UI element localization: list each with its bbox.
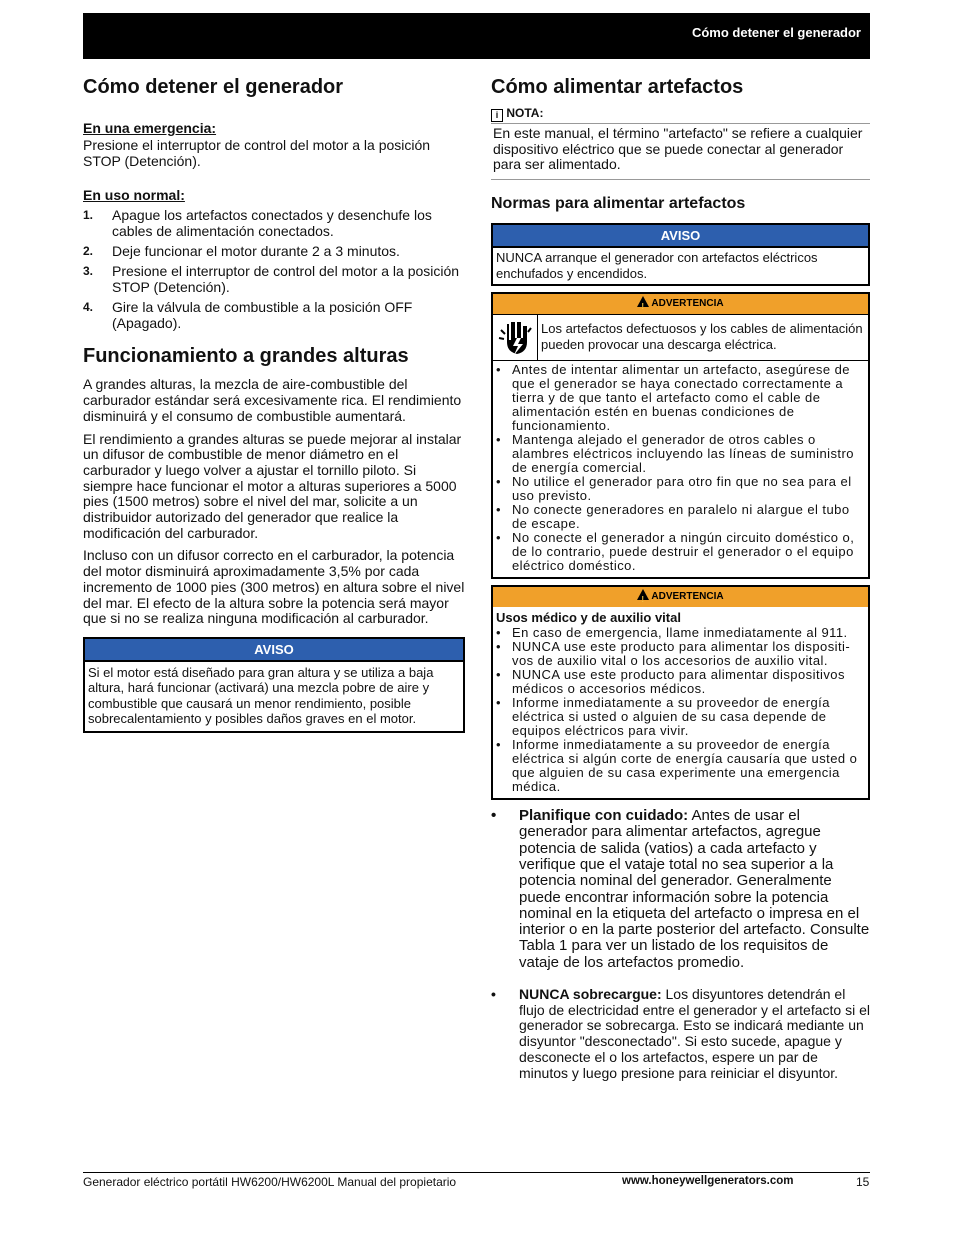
altitude-paragraph-3: Incluso con un difusor correcto en el carburador, la potencia del motor disminuirá aproximadamente 3,5% por cada incremento de 1000 pies (300 metros) en altura sobre el nivel del mar. El efecto de la altura sobre la potencia será mayor que si no se realiza ninguna modificación al carburador.: [83, 547, 465, 627]
notice-title: AVISO: [493, 225, 868, 248]
warning-triangle-icon: [637, 589, 649, 600]
warning-header: [493, 294, 868, 315]
stop-heading: Cómo detener el generador: [83, 76, 344, 98]
warning-title: ADVERTENCIA: [651, 298, 724, 310]
header-bar: [83, 13, 870, 59]
rules-heading: Normas para alimentar artefactos: [491, 195, 746, 213]
list-item: • NUNCA use este producto para alimentar dispositivos médicos o accesorios médicos.: [493, 668, 864, 696]
medical-subtitle: Usos médico y de auxilio vital: [496, 610, 681, 626]
list-item: • NUNCA sobrecargue: Los disyuntores detendrán el flujo de electricidad entre el generador y el artefacto si el generador se sobrecarga. Esto se indicará mediante un disyuntor "desconectado". Si esto sucede, apague y desconecte el o los artefactos, espere un par de minutos y luego presione para reiniciar el disyuntor.: [491, 987, 870, 1081]
appliances-heading: Cómo alimentar artefactos: [491, 76, 744, 98]
list-item: • No utilice el generador para otro fin que no sea para el uso previsto.: [493, 475, 864, 503]
altitude-paragraph-1: A grandes alturas, la mezcla de aire-combustible del carburador estándar será excesivamente rica. El rendimiento disminuirá y el consumo de combustible aumentará.: [83, 376, 462, 424]
altitude-paragraph-2: El rendimiento a grandes alturas se puede mejorar al instalar un difusor de combustible de menor diámetro en el carburador y luego volver a ajustar el tornillo piloto. Si siempre hace funcionar el motor a alturas superiores a 5000 pies (1500 metros) sobre el nivel del mar, solicite a un distribuidor autorizado del generador que realice la modificación del carburador.: [83, 430, 462, 541]
notice-text: NUNCA arranque el generador con artefactos eléctricos enchufados y encendidos.: [496, 250, 818, 281]
header-title: Cómo detener el generador: [691, 25, 861, 40]
shock-row: [493, 315, 868, 361]
left-column: [83, 74, 465, 733]
step-item: 1. Apague los artefactos conectados y desenchufe los cables de alimentación conectados.: [83, 207, 432, 240]
emergency-text: Presione el interruptor de control del motor a la posición STOP (Detención).: [83, 137, 431, 169]
power-tips: [491, 808, 870, 1081]
warning-header: [493, 587, 868, 607]
list-item: • Antes de intentar alimentar un artefacto, asegúrese de que el generador se haya conectado correctamente a tierra y de que tanto el artefacto como el cable de alimentación estén en buenas condiciones de funcionamiento.: [493, 363, 864, 433]
list-item: • NUNCA use este producto para alimentar los dispositi- vos de auxilio vital o los accesorios de auxilio vital.: [493, 640, 864, 668]
stop-steps: [83, 207, 465, 331]
right-column: [491, 74, 870, 1097]
footer-website: www.honeywellgenerators.com: [622, 1175, 794, 1187]
list-item: • Mantenga alejado el generador de otros cables o alambres eléctricos incluyendo las líneas de suministro de energía comercial.: [493, 433, 864, 475]
list-item: • Informe inmediatamente a su proveedor de energía eléctrica si algún corte de energía causaría que usted o que alguien de su casa experimente una emergencia médica.: [493, 738, 864, 794]
notice-text: Si el motor está diseñado para gran altura y se utiliza a baja altura, hará funcionar (activará) una mezcla pobre de aire y combustible que causará un menor rendimiento, posible sobrecalentamiento y posibles daños graves en el motor.: [88, 664, 434, 727]
footer-divider: [83, 1172, 870, 1173]
footer-manual-title: Generador eléctrico portátil HW6200/HW6200L Manual del propietario: [83, 1175, 457, 1189]
list-item: • No conecte generadores en paralelo ni alargue el tubo de escape.: [493, 503, 864, 531]
list-item: • No conecte el generador a ningún circuito doméstico o, de lo contrario, puede destruir el generador o el equipo eléctrico doméstico.: [493, 531, 864, 573]
step-item: 2. Deje funcionar el motor durante 2 a 3 minutos.: [83, 243, 400, 260]
warning-triangle-icon: [637, 296, 649, 307]
list-item: • Planifique con cuidado: Antes de usar el generador para alimentar artefactos, agregue potencia de salida (vatios) a cada artefacto y verifique que el vataje total no sea superior a la potencia nominal del generador. Generalmente puede encontrar información sobre la potencia nominal en la etiqueta del artefacto o impresa en el interior o en la parte posterior del artefacto. Consulte Tabla 1 para ver un listado de los requisitos de vataje de los artefactos promedio.: [491, 808, 870, 971]
medical-bullets: [493, 626, 868, 798]
note-text: En este manual, el término "artefacto" se refiere a cualquier dispositivo eléctrico que se puede conectar al generador para ser alimentado.: [491, 124, 870, 180]
appliance-notice-box: [491, 223, 870, 286]
info-icon: i: [491, 109, 503, 122]
step-item: 4. Gire la válvula de combustible a la posición OFF (Apagado).: [83, 299, 413, 332]
list-item: • Informe inmediatamente a su proveedor de energía eléctrica si usted o alguien de su casa depende de equipos eléctricos para vivir.: [493, 696, 864, 738]
shock-text: Los artefactos defectuosos y los cables de alimentación pueden provocar una descarga eléctrica.: [541, 321, 863, 352]
step-item: 3. Presione el interruptor de control del motor a la posición STOP (Detención).: [83, 263, 460, 296]
emergency-label: En una emergencia:: [83, 120, 217, 136]
list-item: • En caso de emergencia, llame inmediatamente al 911.: [493, 626, 864, 640]
note-header: [491, 106, 870, 124]
note-label: NOTA:: [506, 106, 544, 120]
altitude-heading: Funcionamiento a grandes alturas: [83, 345, 409, 368]
electric-shock-icon: [493, 315, 538, 360]
altitude-notice-box: [83, 637, 465, 733]
shock-warning-box: [491, 292, 870, 579]
notice-title: AVISO: [85, 639, 463, 662]
page-number: 15: [856, 1175, 870, 1189]
warning-title: ADVERTENCIA: [651, 591, 724, 603]
medical-warning-box: [491, 585, 870, 800]
shock-bullets: [493, 361, 868, 577]
normal-label: En uso normal:: [83, 187, 185, 204]
